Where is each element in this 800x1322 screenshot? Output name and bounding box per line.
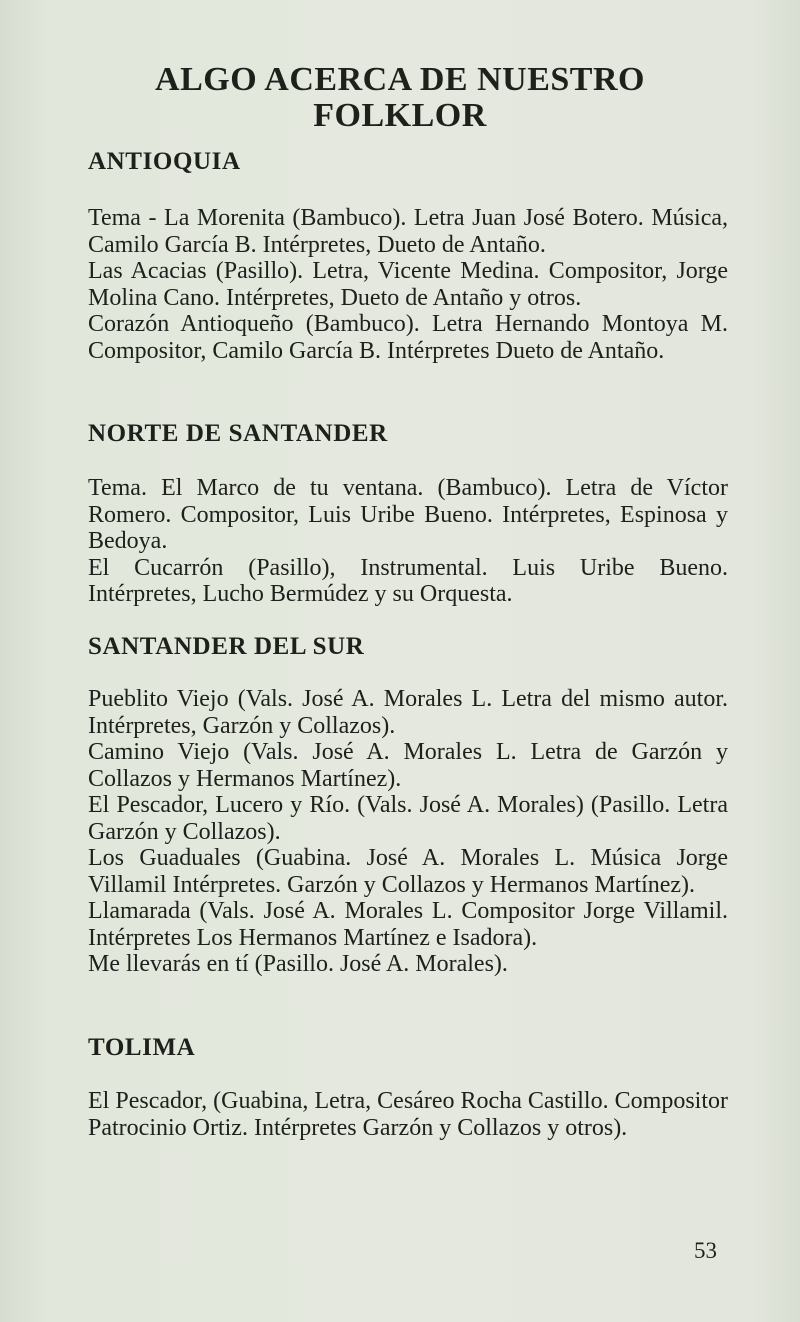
section-entries-santander-del-sur	[88, 686, 728, 978]
page-number: 53	[694, 1238, 717, 1263]
song-entry: Las Acacias (Pasillo). Letra, Vicente Medina. Compositor, Jorge Molina Cano. Intérpretes, Dueto de Antaño y otros.	[88, 258, 728, 311]
section-heading-antioquia: ANTIOQUIA	[88, 148, 241, 175]
song-entry: El Cucarrón (Pasillo), Instrumental. Luis Uribe Bueno. Intérpretes, Lucho Bermúdez y su Orquesta.	[88, 554, 728, 607]
section-entries-norte-de-santander	[88, 475, 728, 608]
page-title-line-2: FOLKLOR	[313, 97, 487, 134]
song-entry: El Pescador, (Guabina, Letra, Cesáreo Rocha Castillo. Compositor Patrocinio Ortiz. Intérpretes Garzón y Collazos y otros).	[88, 1088, 728, 1141]
page-title	[0, 62, 800, 134]
song-entry: Camino Viejo (Vals. José A. Morales L. Letra de Garzón y Collazos y Hermanos Martínez).	[88, 739, 728, 792]
song-entry: Los Guaduales (Guabina. José A. Morales L. Música Jorge Villamil Intérpretes. Garzón y Collazos y Hermanos Martínez).	[88, 845, 728, 898]
section-heading-tolima: TOLIMA	[88, 1034, 196, 1061]
song-entry: Llamarada (Vals. José A. Morales L. Compositor Jorge Villamil. Intérpretes Los Hermanos Martínez e Isadora).	[88, 898, 728, 951]
song-entry: Tema - La Morenita (Bambuco). Letra Juan José Botero. Música, Camilo García B. Intérpretes, Dueto de Antaño.	[88, 205, 728, 258]
song-entry: Me llevarás en tí (Pasillo. José A. Morales).	[88, 951, 508, 977]
song-entry: El Pescador, Lucero y Río. (Vals. José A. Morales) (Pasillo. Letra Garzón y Collazos).	[88, 792, 728, 845]
song-entry: Corazón Antioqueño (Bambuco). Letra Hernando Montoya M. Compositor, Camilo García B. Intérpretes Dueto de Antaño.	[88, 311, 728, 364]
page-title-line-1: ALGO ACERCA DE NUESTRO	[155, 61, 645, 98]
section-entries-antioquia	[88, 205, 728, 364]
section-heading-santander-del-sur: SANTANDER DEL SUR	[88, 633, 365, 660]
song-entry: Tema. El Marco de tu ventana. (Bambuco). Letra de Víctor Romero. Compositor, Luis Uribe Bueno. Intérpretes, Espinosa y Bedoya.	[88, 475, 728, 554]
section-heading-norte-de-santander: NORTE DE SANTANDER	[88, 420, 388, 447]
section-entries-tolima	[88, 1088, 728, 1141]
song-entry: Pueblito Viejo (Vals. José A. Morales L. Letra del mismo autor. Intérpretes, Garzón y Collazos).	[88, 686, 728, 739]
